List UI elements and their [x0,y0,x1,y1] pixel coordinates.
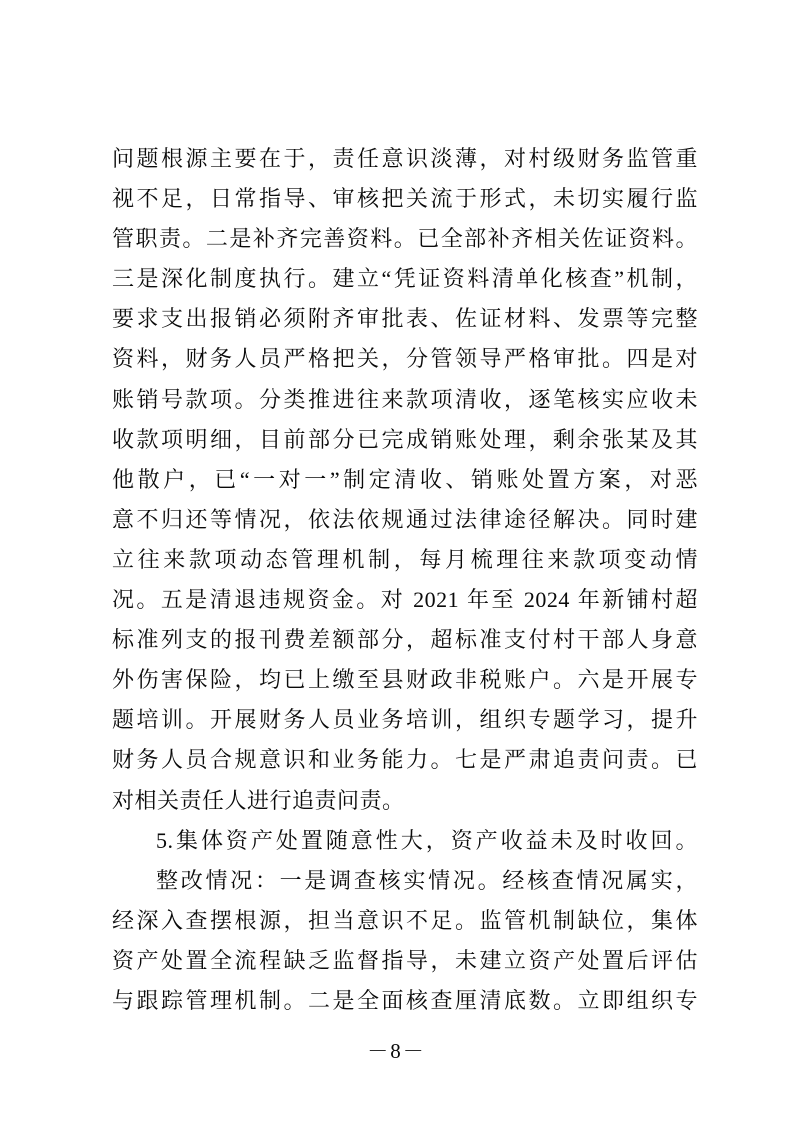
text-line: 他散户，已“一对一”制定清收、销账处置方案，对恶 [112,466,698,492]
text-line: 账销号款项。分类推进往来款项清收，逐笔核实应收未 [112,386,698,412]
document-body [112,139,698,1021]
text-line: 资产处置全流程缺乏监督指导，未建立资产处置后评估 [112,947,698,973]
text-line: 对相关责任人进行追责问责。 [112,787,405,813]
text-line: 资料，财务人员严格把关，分管领导严格审批。四是对 [112,346,698,372]
text-line: 要求支出报销必须附齐审批表、佐证材料、发票等完整 [112,306,698,332]
text-line: 5.集体资产处置随意性大，资产收益未及时收回。 [156,827,698,853]
paragraph-issue-5-heading [112,821,698,861]
text-line: 收款项明细，目前部分已完成销账处理，剩余张某及其 [112,426,698,452]
text-line: 与跟踪管理机制。二是全面核查厘清底数。立即组织专 [112,987,698,1013]
text-line: 立往来款项动态管理机制，每月梳理往来款项变动情 [112,546,698,572]
text-line: 经深入查摆根源，担当意识不足。监管机制缺位，集体 [112,907,698,933]
text-line: 外伤害保险，均已上缴至县财政非税账户。六是开展专 [112,667,698,693]
page-number: －8－ [367,1039,426,1063]
text-line: 问题根源主要在于，责任意识淡薄，对村级财务监管重 [112,146,698,171]
text-line: 况。五是清退违规资金。对 2021 年至 2024 年新铺村超 [112,587,698,613]
text-line: 视不足，日常指导、审核把关流于形式，未切实履行监 [112,186,698,212]
text-line: 管职责。二是补齐完善资料。已全部补齐相关佐证资料。 [112,226,698,252]
text-line: 整改情况：一是调查核实情况。经核查情况属实， [156,867,698,893]
text-line: 题培训。开展财务人员业务培训，组织专题学习，提升 [112,707,698,733]
paragraph-rectification-item-4 [112,139,698,821]
text-line: 三是深化制度执行。建立“凭证资料清单化核查”机制， [112,266,698,292]
paragraph-rectification-item-5 [112,861,698,1021]
text-line: 意不归还等情况，依法依规通过法律途径解决。同时建 [112,506,698,532]
text-line: 财务人员合规意识和业务能力。七是严肃追责问责。已 [112,747,698,773]
text-line: 标准列支的报刊费差额部分，超标准支付村干部人身意 [112,627,698,653]
